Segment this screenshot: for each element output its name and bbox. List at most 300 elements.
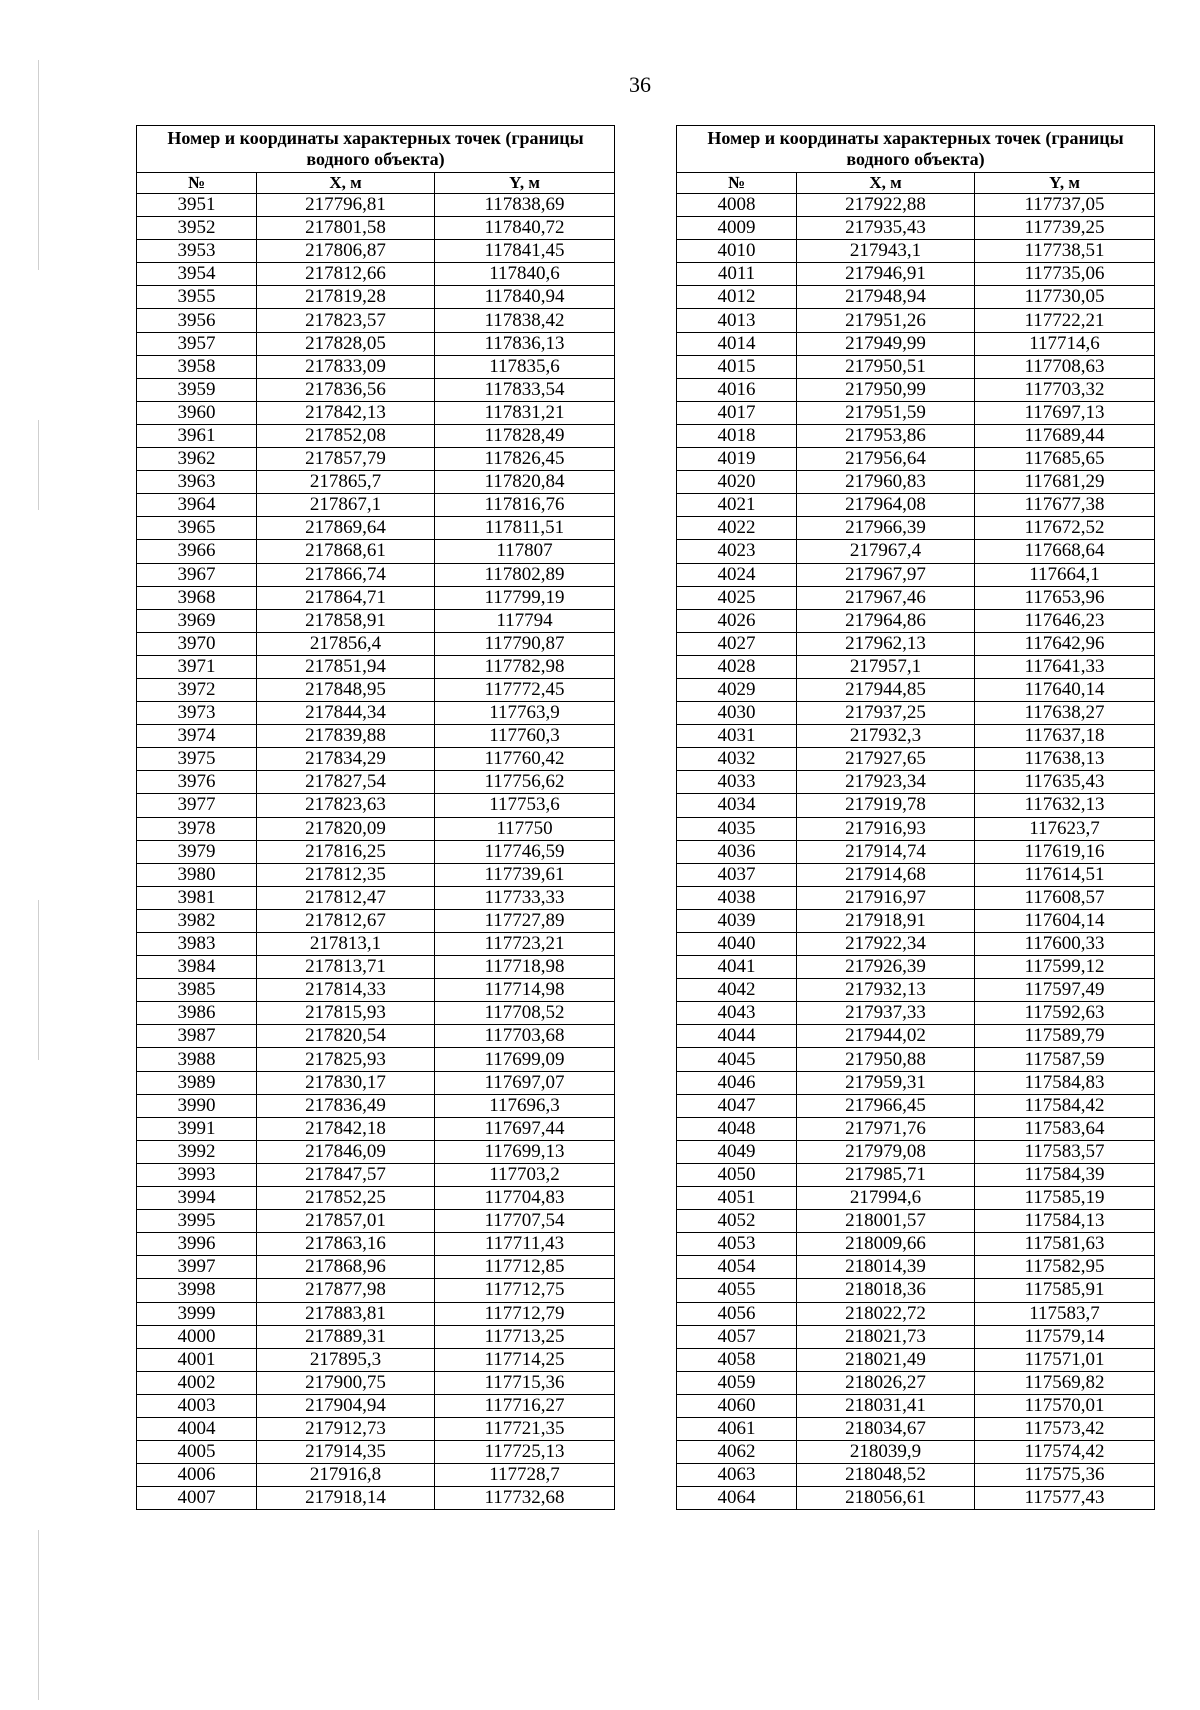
x-coordinate-cell: 217852,08: [257, 424, 435, 447]
x-coordinate-cell: 217966,45: [797, 1094, 975, 1117]
y-coordinate-cell: 117807: [435, 540, 615, 563]
x-coordinate-cell: 217814,33: [257, 979, 435, 1002]
x-coordinate-cell: 217815,93: [257, 1002, 435, 1025]
table-row: [137, 540, 615, 563]
y-coordinate-cell: 117584,13: [975, 1210, 1155, 1233]
table-row: [137, 586, 615, 609]
y-coordinate-cell: 117739,25: [975, 217, 1155, 240]
x-coordinate-cell: 217863,16: [257, 1233, 435, 1256]
y-coordinate-cell: 117802,89: [435, 563, 615, 586]
table-row: [137, 979, 615, 1002]
y-coordinate-cell: 117735,06: [975, 263, 1155, 286]
y-coordinate-cell: 117753,6: [435, 794, 615, 817]
x-coordinate-cell: 218034,67: [797, 1417, 975, 1440]
point-number-cell: 4025: [677, 586, 797, 609]
y-coordinate-cell: 117623,7: [975, 817, 1155, 840]
point-number-cell: 4013: [677, 309, 797, 332]
y-coordinate-cell: 117782,98: [435, 655, 615, 678]
x-coordinate-cell: 218048,52: [797, 1464, 975, 1487]
table-row: [137, 748, 615, 771]
y-coordinate-cell: 117584,42: [975, 1094, 1155, 1117]
table-row: [137, 678, 615, 701]
point-number-cell: 4062: [677, 1441, 797, 1464]
table-row: [677, 840, 1155, 863]
point-number-cell: 3964: [137, 494, 257, 517]
y-coordinate-cell: 117583,57: [975, 1140, 1155, 1163]
table-row: [677, 286, 1155, 309]
x-coordinate-cell: 217957,1: [797, 655, 975, 678]
point-number-cell: 4045: [677, 1048, 797, 1071]
point-number-cell: 3993: [137, 1163, 257, 1186]
point-number-cell: 4028: [677, 655, 797, 678]
column-header-x: X, м: [257, 173, 435, 194]
point-number-cell: 3967: [137, 563, 257, 586]
table-row: [677, 817, 1155, 840]
table-row: [137, 217, 615, 240]
y-coordinate-cell: 117772,45: [435, 678, 615, 701]
point-number-cell: 3965: [137, 517, 257, 540]
table-row: [137, 563, 615, 586]
point-number-cell: 3957: [137, 332, 257, 355]
scan-artifact: [38, 900, 39, 1060]
x-coordinate-cell: 217904,94: [257, 1394, 435, 1417]
y-coordinate-cell: 117638,13: [975, 748, 1155, 771]
table-row: [677, 678, 1155, 701]
x-coordinate-cell: 217950,88: [797, 1048, 975, 1071]
point-number-cell: 3991: [137, 1117, 257, 1140]
x-coordinate-cell: 217927,65: [797, 748, 975, 771]
point-number-cell: 3980: [137, 863, 257, 886]
table-row: [677, 1417, 1155, 1440]
point-number-cell: 4002: [137, 1371, 257, 1394]
y-coordinate-cell: 117668,64: [975, 540, 1155, 563]
y-coordinate-cell: 117664,1: [975, 563, 1155, 586]
table-row: [137, 1071, 615, 1094]
point-number-cell: 4022: [677, 517, 797, 540]
table-row: [677, 1071, 1155, 1094]
table-row: [677, 332, 1155, 355]
point-number-cell: 3975: [137, 748, 257, 771]
y-coordinate-cell: 117756,62: [435, 771, 615, 794]
y-coordinate-cell: 117733,33: [435, 886, 615, 909]
point-number-cell: 4009: [677, 217, 797, 240]
x-coordinate-cell: 217842,18: [257, 1117, 435, 1140]
x-coordinate-cell: 217914,74: [797, 840, 975, 863]
point-number-cell: 3966: [137, 540, 257, 563]
point-number-cell: 4006: [137, 1464, 257, 1487]
point-number-cell: 4055: [677, 1279, 797, 1302]
point-number-cell: 4024: [677, 563, 797, 586]
x-coordinate-cell: 218021,73: [797, 1325, 975, 1348]
y-coordinate-cell: 117592,63: [975, 1002, 1155, 1025]
y-coordinate-cell: 117681,29: [975, 471, 1155, 494]
point-number-cell: 4011: [677, 263, 797, 286]
x-coordinate-cell: 217830,17: [257, 1071, 435, 1094]
table-row: [137, 933, 615, 956]
y-coordinate-cell: 117638,27: [975, 702, 1155, 725]
table-row: [137, 1487, 615, 1510]
table-row: [677, 263, 1155, 286]
table-row: [137, 332, 615, 355]
table-row: [137, 1302, 615, 1325]
point-number-cell: 4040: [677, 933, 797, 956]
point-number-cell: 4005: [137, 1441, 257, 1464]
x-coordinate-cell: 217827,54: [257, 771, 435, 794]
y-coordinate-cell: 117599,12: [975, 956, 1155, 979]
y-coordinate-cell: 117699,09: [435, 1048, 615, 1071]
y-coordinate-cell: 117728,7: [435, 1464, 615, 1487]
y-coordinate-cell: 117704,83: [435, 1187, 615, 1210]
table-row: [677, 378, 1155, 401]
point-number-cell: 3987: [137, 1025, 257, 1048]
point-number-cell: 4017: [677, 401, 797, 424]
x-coordinate-cell: 217834,29: [257, 748, 435, 771]
x-coordinate-cell: 217833,09: [257, 355, 435, 378]
x-coordinate-cell: 217937,33: [797, 1002, 975, 1025]
table-row: [137, 263, 615, 286]
y-coordinate-cell: 117640,14: [975, 678, 1155, 701]
table-row: [137, 448, 615, 471]
x-coordinate-cell: 217801,58: [257, 217, 435, 240]
x-coordinate-cell: 218009,66: [797, 1233, 975, 1256]
x-coordinate-cell: 217994,6: [797, 1187, 975, 1210]
point-number-cell: 4041: [677, 956, 797, 979]
table-row: [677, 540, 1155, 563]
point-number-cell: 4027: [677, 632, 797, 655]
table-row: [677, 1487, 1155, 1510]
x-coordinate-cell: 217967,46: [797, 586, 975, 609]
table-row: [137, 655, 615, 678]
y-coordinate-cell: 117697,13: [975, 401, 1155, 424]
table-row: [677, 1279, 1155, 1302]
x-coordinate-cell: 217820,54: [257, 1025, 435, 1048]
y-coordinate-cell: 117587,59: [975, 1048, 1155, 1071]
x-coordinate-cell: 217844,34: [257, 702, 435, 725]
x-coordinate-cell: 217851,94: [257, 655, 435, 678]
y-coordinate-cell: 117581,63: [975, 1233, 1155, 1256]
x-coordinate-cell: 217823,57: [257, 309, 435, 332]
x-coordinate-cell: 217967,97: [797, 563, 975, 586]
x-coordinate-cell: 217828,05: [257, 332, 435, 355]
x-coordinate-cell: 217857,79: [257, 448, 435, 471]
x-coordinate-cell: 217916,8: [257, 1464, 435, 1487]
x-coordinate-cell: 217950,99: [797, 378, 975, 401]
table-row: [677, 909, 1155, 932]
point-number-cell: 3978: [137, 817, 257, 840]
point-number-cell: 4036: [677, 840, 797, 863]
table-row: [677, 1140, 1155, 1163]
table-row: [677, 609, 1155, 632]
y-coordinate-cell: 117584,39: [975, 1163, 1155, 1186]
point-number-cell: 4000: [137, 1325, 257, 1348]
table-row: [677, 655, 1155, 678]
x-coordinate-cell: 217916,97: [797, 886, 975, 909]
x-coordinate-cell: 217866,74: [257, 563, 435, 586]
column-header-x: X, м: [797, 173, 975, 194]
y-coordinate-cell: 117708,63: [975, 355, 1155, 378]
point-number-cell: 3956: [137, 309, 257, 332]
column-header-y: Y, м: [435, 173, 615, 194]
y-coordinate-cell: 117582,95: [975, 1256, 1155, 1279]
point-number-cell: 3970: [137, 632, 257, 655]
x-coordinate-cell: 217858,91: [257, 609, 435, 632]
table-row: [677, 956, 1155, 979]
x-coordinate-cell: 217852,25: [257, 1187, 435, 1210]
table-row: [137, 794, 615, 817]
x-coordinate-cell: 217951,59: [797, 401, 975, 424]
point-number-cell: 4059: [677, 1371, 797, 1394]
table-row: [677, 1210, 1155, 1233]
table-row: [137, 1348, 615, 1371]
point-number-cell: 4053: [677, 1233, 797, 1256]
y-coordinate-cell: 117635,43: [975, 771, 1155, 794]
point-number-cell: 4048: [677, 1117, 797, 1140]
y-coordinate-cell: 117642,96: [975, 632, 1155, 655]
x-coordinate-cell: 217846,09: [257, 1140, 435, 1163]
y-coordinate-cell: 117750: [435, 817, 615, 840]
x-coordinate-cell: 217900,75: [257, 1371, 435, 1394]
x-coordinate-cell: 217868,61: [257, 540, 435, 563]
point-number-cell: 4020: [677, 471, 797, 494]
table-row: [677, 1025, 1155, 1048]
table-row: [137, 1163, 615, 1186]
y-coordinate-cell: 117571,01: [975, 1348, 1155, 1371]
table-row: [677, 1048, 1155, 1071]
point-number-cell: 3976: [137, 771, 257, 794]
y-coordinate-cell: 117840,72: [435, 217, 615, 240]
x-coordinate-cell: 217865,7: [257, 471, 435, 494]
y-coordinate-cell: 117714,25: [435, 1348, 615, 1371]
table-row: [677, 886, 1155, 909]
x-coordinate-cell: 217962,13: [797, 632, 975, 655]
point-number-cell: 3992: [137, 1140, 257, 1163]
table-row: [677, 1464, 1155, 1487]
table-row: [137, 1094, 615, 1117]
point-number-cell: 4039: [677, 909, 797, 932]
y-coordinate-cell: 117696,3: [435, 1094, 615, 1117]
table-row: [677, 355, 1155, 378]
x-coordinate-cell: 217816,25: [257, 840, 435, 863]
x-coordinate-cell: 217856,4: [257, 632, 435, 655]
table-row: [677, 1325, 1155, 1348]
table-row: [677, 240, 1155, 263]
x-coordinate-cell: 217895,3: [257, 1348, 435, 1371]
table-row: [137, 494, 615, 517]
table-row: [137, 1002, 615, 1025]
table-row: [137, 1140, 615, 1163]
table-row: [137, 817, 615, 840]
x-coordinate-cell: 217949,99: [797, 332, 975, 355]
point-number-cell: 4012: [677, 286, 797, 309]
x-coordinate-cell: 217943,1: [797, 240, 975, 263]
table-row: [137, 471, 615, 494]
point-number-cell: 4008: [677, 194, 797, 217]
x-coordinate-cell: 217914,35: [257, 1441, 435, 1464]
table-row: [137, 1417, 615, 1440]
y-coordinate-cell: 117840,6: [435, 263, 615, 286]
point-number-cell: 4060: [677, 1394, 797, 1417]
y-coordinate-cell: 117583,7: [975, 1302, 1155, 1325]
column-header-number: №: [677, 173, 797, 194]
table-row: [677, 933, 1155, 956]
x-coordinate-cell: 217944,02: [797, 1025, 975, 1048]
point-number-cell: 3961: [137, 424, 257, 447]
table-row: [677, 1094, 1155, 1117]
table-row: [677, 448, 1155, 471]
x-coordinate-cell: 217847,57: [257, 1163, 435, 1186]
table-row: [677, 424, 1155, 447]
point-number-cell: 3989: [137, 1071, 257, 1094]
table-row: [677, 1348, 1155, 1371]
page-number: 36: [629, 72, 651, 97]
table-row: [677, 771, 1155, 794]
x-coordinate-cell: 217971,76: [797, 1117, 975, 1140]
y-coordinate-cell: 117577,43: [975, 1487, 1155, 1510]
point-number-cell: 4007: [137, 1487, 257, 1510]
point-number-cell: 3998: [137, 1279, 257, 1302]
point-number-cell: 4034: [677, 794, 797, 817]
table-row: [137, 886, 615, 909]
x-coordinate-cell: 217935,43: [797, 217, 975, 240]
scan-artifact: [38, 1530, 39, 1700]
y-coordinate-cell: 117573,42: [975, 1417, 1155, 1440]
x-coordinate-cell: 217883,81: [257, 1302, 435, 1325]
point-number-cell: 4042: [677, 979, 797, 1002]
point-number-cell: 4063: [677, 1464, 797, 1487]
x-coordinate-cell: 218001,57: [797, 1210, 975, 1233]
point-number-cell: 4058: [677, 1348, 797, 1371]
point-number-cell: 3981: [137, 886, 257, 909]
table-row: [137, 1187, 615, 1210]
x-coordinate-cell: 217951,26: [797, 309, 975, 332]
x-coordinate-cell: 217923,34: [797, 771, 975, 794]
table-row: [677, 1233, 1155, 1256]
point-number-cell: 3985: [137, 979, 257, 1002]
y-coordinate-cell: 117604,14: [975, 909, 1155, 932]
x-coordinate-cell: 217960,83: [797, 471, 975, 494]
table-row: [677, 1002, 1155, 1025]
y-coordinate-cell: 117608,57: [975, 886, 1155, 909]
point-number-cell: 4049: [677, 1140, 797, 1163]
point-number-cell: 3995: [137, 1210, 257, 1233]
y-coordinate-cell: 117632,13: [975, 794, 1155, 817]
x-coordinate-cell: 217796,81: [257, 194, 435, 217]
table-row: [137, 309, 615, 332]
y-coordinate-cell: 117614,51: [975, 863, 1155, 886]
y-coordinate-cell: 117589,79: [975, 1025, 1155, 1048]
point-number-cell: 4019: [677, 448, 797, 471]
x-coordinate-cell: 217839,88: [257, 725, 435, 748]
y-coordinate-cell: 117831,21: [435, 401, 615, 424]
table-row: [677, 1441, 1155, 1464]
y-coordinate-cell: 117826,45: [435, 448, 615, 471]
y-coordinate-cell: 117714,98: [435, 979, 615, 1002]
y-coordinate-cell: 117794: [435, 609, 615, 632]
point-number-cell: 4014: [677, 332, 797, 355]
y-coordinate-cell: 117763,9: [435, 702, 615, 725]
column-header-number: №: [137, 173, 257, 194]
y-coordinate-cell: 117712,85: [435, 1256, 615, 1279]
x-coordinate-cell: 217836,56: [257, 378, 435, 401]
table-row: [677, 1302, 1155, 1325]
x-coordinate-cell: 217918,14: [257, 1487, 435, 1510]
point-number-cell: 3971: [137, 655, 257, 678]
table-row: [677, 1163, 1155, 1186]
x-coordinate-cell: 218056,61: [797, 1487, 975, 1510]
y-coordinate-cell: 117600,33: [975, 933, 1155, 956]
point-number-cell: 4046: [677, 1071, 797, 1094]
table-row: [677, 309, 1155, 332]
point-number-cell: 3954: [137, 263, 257, 286]
x-coordinate-cell: 218026,27: [797, 1371, 975, 1394]
point-number-cell: 4050: [677, 1163, 797, 1186]
x-coordinate-cell: 217926,39: [797, 956, 975, 979]
table-row: [137, 517, 615, 540]
y-coordinate-cell: 117718,98: [435, 956, 615, 979]
y-coordinate-cell: 117715,36: [435, 1371, 615, 1394]
table-row: [677, 401, 1155, 424]
point-number-cell: 4057: [677, 1325, 797, 1348]
x-coordinate-cell: 217937,25: [797, 702, 975, 725]
point-number-cell: 4030: [677, 702, 797, 725]
y-coordinate-cell: 117811,51: [435, 517, 615, 540]
y-coordinate-cell: 117737,05: [975, 194, 1155, 217]
x-coordinate-cell: 217953,86: [797, 424, 975, 447]
point-number-cell: 3979: [137, 840, 257, 863]
column-header-y: Y, м: [975, 173, 1155, 194]
point-number-cell: 4037: [677, 863, 797, 886]
x-coordinate-cell: 217912,73: [257, 1417, 435, 1440]
y-coordinate-cell: 117716,27: [435, 1394, 615, 1417]
y-coordinate-cell: 117746,59: [435, 840, 615, 863]
point-number-cell: 4023: [677, 540, 797, 563]
x-coordinate-cell: 218039,9: [797, 1441, 975, 1464]
point-number-cell: 3974: [137, 725, 257, 748]
table-row: [137, 1464, 615, 1487]
point-number-cell: 4031: [677, 725, 797, 748]
point-number-cell: 4015: [677, 355, 797, 378]
table-row: [677, 586, 1155, 609]
point-number-cell: 3962: [137, 448, 257, 471]
x-coordinate-cell: 217922,88: [797, 194, 975, 217]
table-caption: Номер и координаты характерных точек (границы водного объекта): [677, 126, 1155, 173]
coordinates-table-right: [676, 125, 1155, 1510]
coordinates-table-left: [136, 125, 615, 1510]
point-number-cell: 4043: [677, 1002, 797, 1025]
point-number-cell: 3999: [137, 1302, 257, 1325]
x-coordinate-cell: 217813,71: [257, 956, 435, 979]
point-number-cell: 4038: [677, 886, 797, 909]
table-row: [137, 1048, 615, 1071]
point-number-cell: 4029: [677, 678, 797, 701]
table-row: [677, 563, 1155, 586]
y-coordinate-cell: 117723,21: [435, 933, 615, 956]
y-coordinate-cell: 117583,64: [975, 1117, 1155, 1140]
point-number-cell: 3953: [137, 240, 257, 263]
x-coordinate-cell: 217812,66: [257, 263, 435, 286]
y-coordinate-cell: 117713,25: [435, 1325, 615, 1348]
y-coordinate-cell: 117585,19: [975, 1187, 1155, 1210]
table-row: [137, 286, 615, 309]
table-row: [677, 471, 1155, 494]
table-caption: Номер и координаты характерных точек (границы водного объекта): [137, 126, 615, 173]
y-coordinate-cell: 117689,44: [975, 424, 1155, 447]
point-number-cell: 3986: [137, 1002, 257, 1025]
table-row: [677, 1394, 1155, 1417]
y-coordinate-cell: 117570,01: [975, 1394, 1155, 1417]
x-coordinate-cell: 217806,87: [257, 240, 435, 263]
x-coordinate-cell: 217919,78: [797, 794, 975, 817]
